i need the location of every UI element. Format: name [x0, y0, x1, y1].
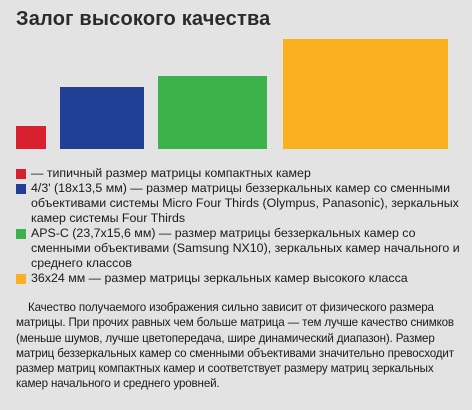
- legend-text: 4/3' (18х13,5 мм) — размер матрицы беззеркальных камер со сменными объективами системы Micro Four Thirds (Olympus, Panasonic), зеркальных камер системы Four Thirds: [31, 181, 459, 225]
- legend-swatch-compact: [16, 169, 26, 179]
- legend-swatch-four-thirds: [16, 184, 26, 194]
- legend-text: 36х24 мм — размер матрицы зеркальных камер высокого класса: [31, 271, 408, 285]
- panel-title: Залог высокого качества: [16, 8, 271, 30]
- legend-item-compact: [16, 166, 466, 181]
- legend-text: — типичный размер матрицы компактных камер: [31, 166, 311, 180]
- sensor-four-thirds: [60, 87, 144, 149]
- sensor-aps-c: [158, 76, 267, 149]
- sensor-compact: [16, 126, 46, 149]
- body-paragraph: Качество получаемого изображения сильно зависит от физического размера матрицы. При прочих равных чем больше матрица — тем лучше качество снимков (меньше шумов, лучше цветопередача, шире динамический диапазон). Размер матриц беззеркальных камер со сменными объективами значительно превосходит размер матриц компактных камер и соответствует размеру матриц зеркальных камер начального и среднего уровней.: [16, 301, 454, 391]
- sensor-full-frame: [283, 39, 448, 149]
- legend-text: APS-C (23,7х15,6 мм) — размер матрицы беззеркальных камер со сменными объективами (Samsung NX10), зеркальных камер начального и среднего классов: [31, 226, 460, 270]
- legend-swatch-aps-c: [16, 229, 26, 239]
- legend-item-full-frame: [16, 271, 466, 286]
- legend-item-four-thirds: [16, 181, 466, 226]
- legend-swatch-full-frame: [16, 274, 26, 284]
- legend-item-aps-c: [16, 226, 466, 271]
- legend: [16, 166, 466, 286]
